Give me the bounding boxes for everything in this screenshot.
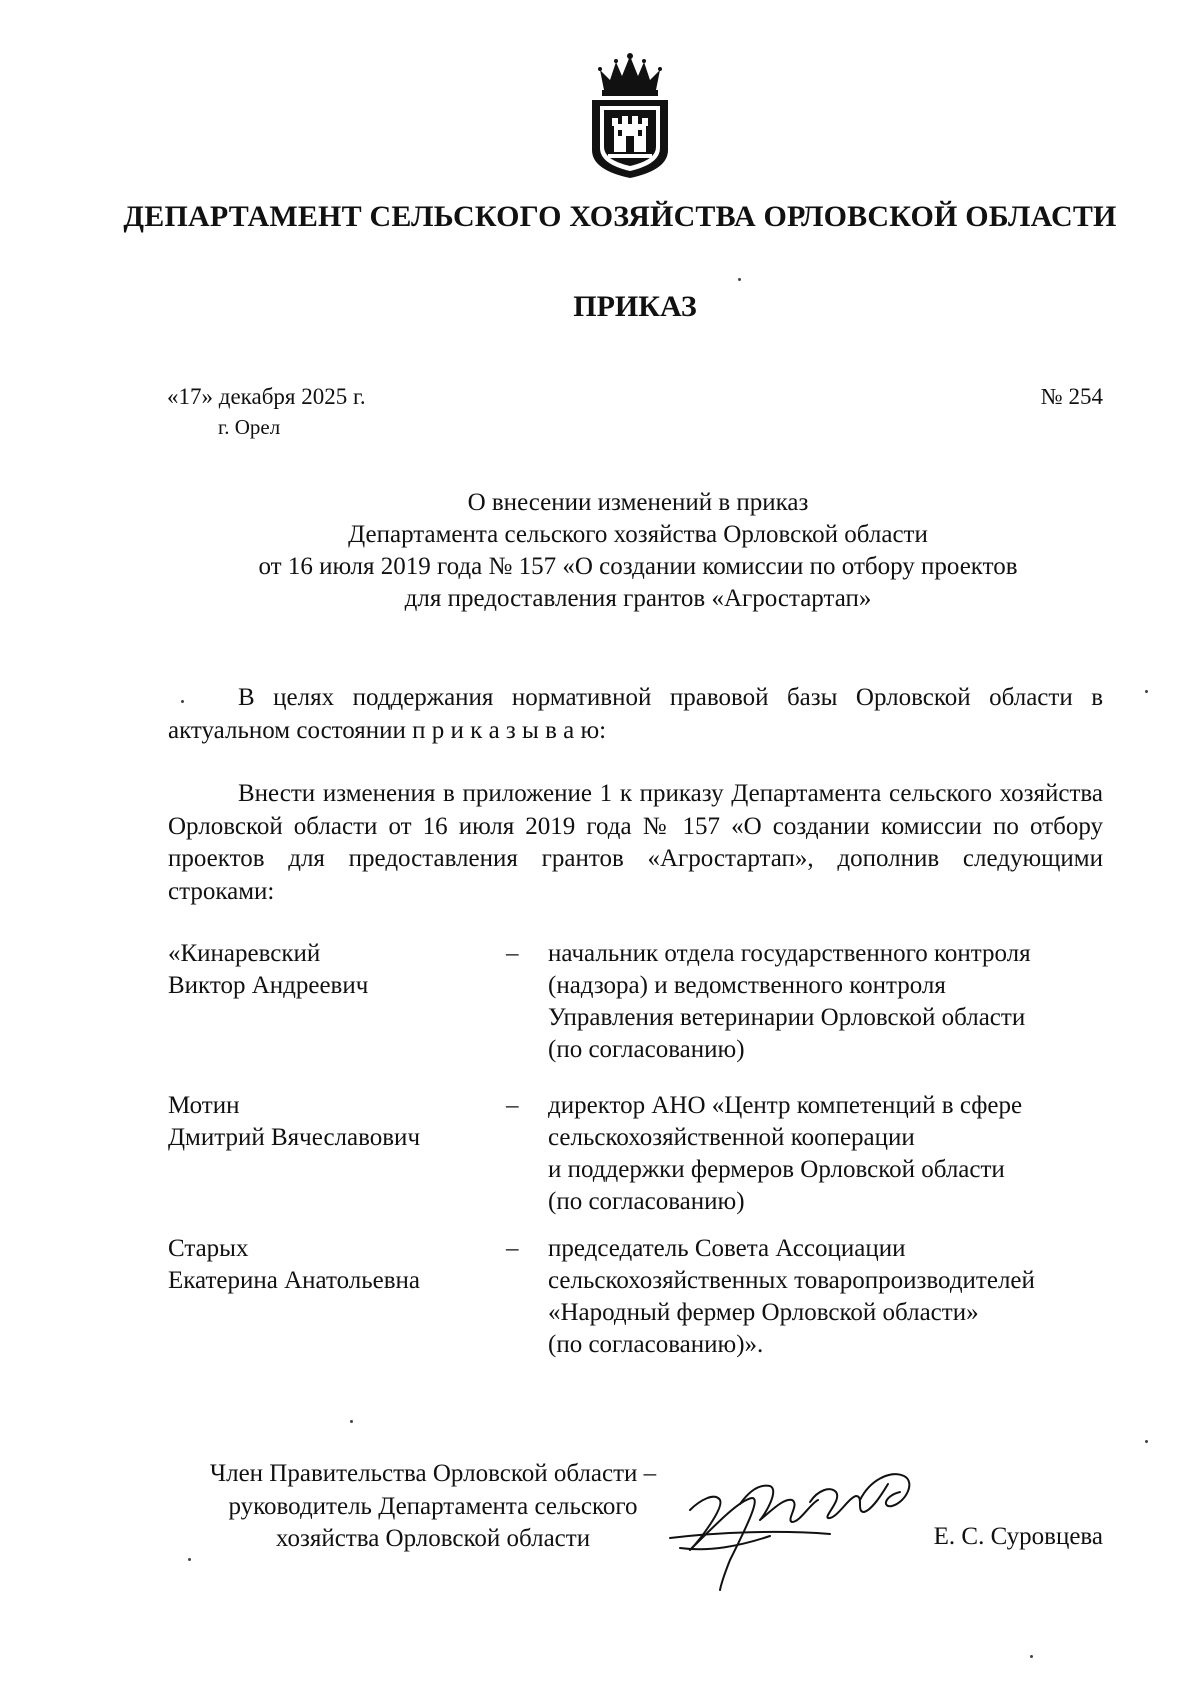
member-role-line: сельскохозяйственной кооперации (548, 1124, 915, 1151)
member-name-line: Дмитрий Вячеславович (168, 1124, 421, 1151)
member-role-line: Управления ветеринарии Орловской области (548, 1004, 1026, 1031)
scan-speck (1030, 1655, 1033, 1658)
document-city: г. Орел (218, 415, 281, 439)
scan-speck (1145, 1440, 1148, 1443)
member-role-line: директор АНО «Центр компетенций в сфере (548, 1092, 1023, 1119)
member-role-line: «Народный фермер Орловской области» (548, 1299, 979, 1326)
scan-speck (188, 1558, 191, 1561)
signatory-position-line: хозяйства Орловской области (275, 1525, 591, 1552)
scan-speck (738, 278, 741, 281)
document-date: «17» декабря 2025 г. (167, 384, 366, 409)
title-line: О внесении изменений в приказ (467, 489, 809, 516)
signatory-name: Е. С. Суровцева (933, 1523, 1103, 1550)
signatory-position-line: руководитель Департамента сельского (228, 1492, 638, 1520)
member-dash: – (506, 1092, 519, 1119)
department-name: ДЕПАРТАМЕНТ СЕЛЬСКОГО ХОЗЯЙСТВА ОРЛОВСКОЙ ОБЛАСТИ (123, 200, 1117, 233)
member-role (548, 1233, 1108, 1361)
scan-speck (350, 1420, 353, 1423)
member-name (168, 938, 498, 1002)
member-name (168, 1090, 498, 1154)
member-name-line: Старых (168, 1235, 249, 1262)
paragraph-text: В целях поддержания нормативной правовой базы Орловской области в актуальном состоянии п р и к а з ы в а ю: (168, 684, 1103, 744)
member-role-line: (надзора) и ведомственного контроля (548, 972, 946, 999)
title-line: Департамента сельского хозяйства Орловской области (348, 521, 928, 548)
paragraph-text: Внести изменения в приложение 1 к приказу Департамента сельского хозяйства Орловской области от 16 июля 2019 года № 157 «О создании комиссии по отбору проектов для предоставления грантов «Агростартап», дополнив следующими строками: (168, 780, 1103, 905)
scan-speck (1145, 690, 1148, 693)
member-role-line: начальник отдела государственного контроля (548, 940, 1031, 967)
document-title (0, 487, 1200, 615)
signatory-position (168, 1458, 698, 1556)
member-role-line: сельскохозяйственных товаропроизводителей (548, 1267, 1035, 1294)
document-number: № 254 (1040, 384, 1103, 409)
member-dash: – (506, 940, 519, 967)
body-paragraph-2 (168, 778, 1103, 908)
member-role-line: и поддержки фермеров Орловской области (548, 1156, 1005, 1183)
title-line: от 16 июля 2019 года № 157 «О создании комиссии по отбору проектов (258, 553, 1018, 580)
member-name-line: Мотин (168, 1092, 240, 1119)
member-role-line: (по согласованию) (548, 1036, 745, 1063)
document-type: ПРИКАЗ (573, 290, 697, 323)
member-role (548, 938, 1108, 1066)
member-name-line: «Кинаревский (168, 940, 321, 967)
member-dash: – (506, 1235, 519, 1262)
member-role-line: (по согласованию) (548, 1188, 745, 1215)
body-paragraph-1 (168, 682, 1103, 747)
member-name-line: Екатерина Анатольевна (168, 1267, 421, 1294)
member-role-line: председатель Совета Ассоциации (548, 1235, 906, 1262)
scan-speck (181, 700, 184, 703)
member-role-line: (по согласованию)». (548, 1331, 764, 1358)
signatory-position-line: Член Правительства Орловской области – (209, 1460, 657, 1487)
member-name-line: Виктор Андреевич (168, 972, 369, 999)
coat-of-arms-icon (582, 52, 678, 180)
member-name (168, 1233, 498, 1297)
title-line: для предоставления грантов «Агростартап» (404, 585, 872, 612)
handwritten-signature-icon (660, 1440, 980, 1600)
member-role (548, 1090, 1108, 1218)
